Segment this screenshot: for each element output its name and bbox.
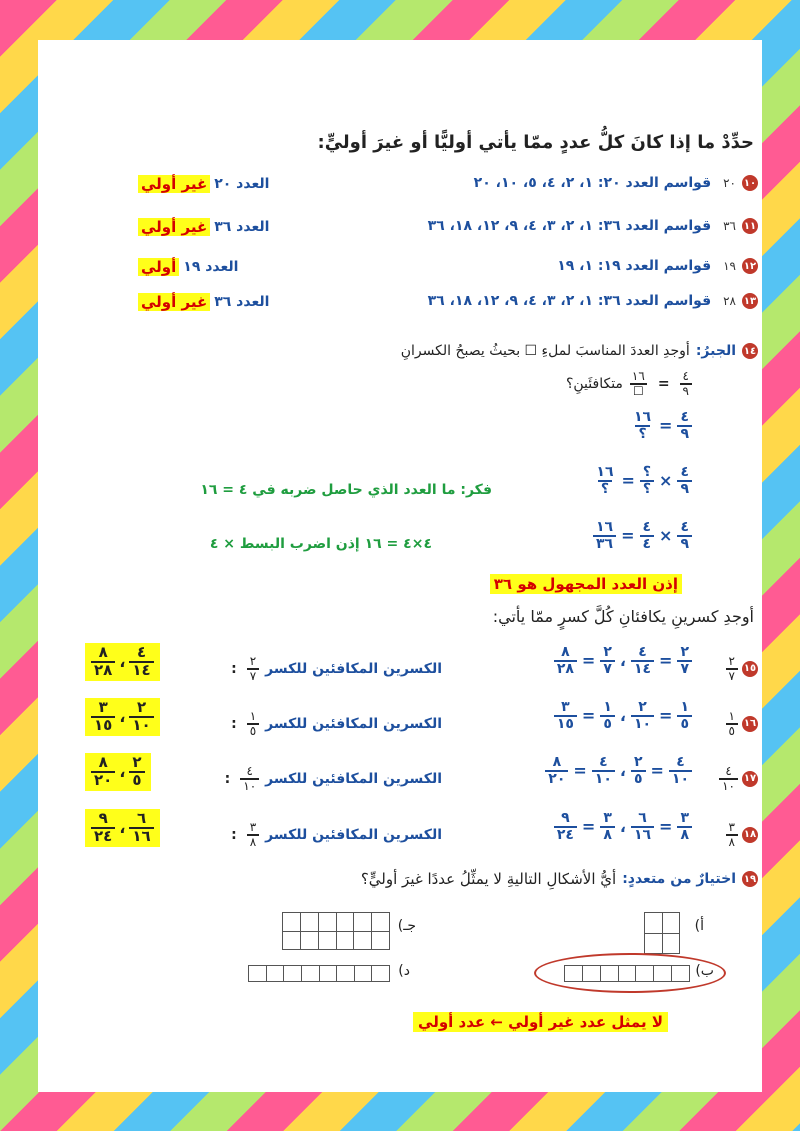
question-fraction: ١ ٥ [726, 710, 738, 737]
equiv-answer-box [85, 809, 160, 847]
fraction-four-fourths: ٤ ٤ [640, 520, 655, 551]
q14-header [401, 343, 758, 359]
q19-text: أيُّ الأشكالِ التاليةِ لا يمثِّلُ عددًا غيرَ أوليٍّ؟ [360, 870, 617, 888]
q14-answer: إذن العدد المجهول هو ٣٦ [490, 574, 682, 594]
q14-step3: ٤ ٩ × ٤ ٤ = ١٦ ٣٦ [593, 520, 692, 551]
label-fraction: ٢ ٧ [247, 655, 259, 682]
fraction-sixteen-unknown: ١٦ ؟ [633, 409, 652, 442]
question-fraction: ٢ ٧ [726, 655, 738, 682]
question-number: ١٦ [742, 716, 758, 732]
option-d-label: د) [398, 963, 410, 979]
q14-step2: ٤ ٩ × ؟ ؟ = ١٦ ؟ [593, 465, 692, 496]
equiv-label [227, 655, 442, 682]
answer-fraction-1: ٢ ٥ [129, 755, 144, 789]
fraction-unknown-unknown: ؟ ؟ [640, 465, 654, 496]
fraction-sixteen-box: ١٦ ☐ [631, 369, 645, 398]
q19-answer: لا يمثل عدد غير أولي ← عدد أولي [413, 1012, 668, 1032]
equivalent-fraction-1: ٤ ١٤ [631, 645, 654, 676]
base-fraction: ٤ ١٠ [669, 755, 692, 786]
q14-text2: متكافئَينِ؟ [565, 375, 623, 392]
result-prefix: العدد ٣٦ [214, 219, 270, 235]
q14-label: الجبرُ: [695, 343, 736, 359]
label-fraction: ١ ٥ [247, 710, 259, 737]
equiv-question-row [726, 821, 758, 848]
answer-fraction-2: ٣ ١٥ [91, 700, 115, 734]
q19-label: اختيارٌ من متعددٍ: [622, 871, 736, 887]
question-number: ١٢ [742, 258, 758, 274]
equiv-label-text: الكسرين المكافئين للكسر [265, 770, 442, 787]
prime-result [138, 218, 269, 236]
base-fraction: ٣ ٨ [677, 811, 692, 842]
equiv-label [221, 765, 442, 792]
result-prefix: العدد ١٩ [183, 259, 239, 275]
comma: ، [619, 706, 626, 726]
equiv-work: ٢ ٧ = ٤ ١٤ ، ٢ ٧ = ٨ ٢٨ [554, 645, 692, 676]
q14-text: أوجدِ العددَ المناسبَ لملءِ ☐ بحيثُ يصبحُ الكسرانِ [400, 343, 690, 359]
comma: ، [119, 818, 126, 838]
result-prefix: العدد ٢٠ [214, 176, 270, 192]
question-number: ١١ [742, 218, 758, 234]
colon: : [224, 770, 231, 787]
fraction-sixteen-unknown: ١٦ ؟ [596, 464, 614, 497]
answer-fraction-1: ٦ ١٦ [129, 811, 153, 845]
equivalent-fraction-1: ٢ ١٠ [631, 700, 654, 731]
equivalent-fraction-2: ٩ ٢٤ [554, 811, 577, 842]
equivalent-fraction-1: ٦ ١٦ [631, 811, 654, 842]
question-fraction: ٤ ١٠ [719, 765, 738, 792]
q19-number: ١٩ [742, 871, 758, 887]
prime-question-row [428, 293, 758, 309]
fraction-four-ninths: ٤ ٩ [677, 520, 692, 551]
question-value: ٣٦ [723, 219, 736, 233]
prime-question-row [428, 218, 758, 234]
prime-result [138, 175, 269, 193]
prime-result [138, 293, 269, 311]
q14-question-fraction: ٤ ٩ = ١٦ ☐ متكافئَينِ؟ [566, 370, 692, 397]
factors-answer: قواسم العدد ٣٦: ١، ٢، ٣، ٤، ٩، ١٢، ١٨، ٣٦ [427, 293, 712, 309]
question-value: ١٩ [723, 259, 736, 273]
equivalent-fraction-2: ٣ ١٥ [554, 700, 577, 731]
factors-answer: قواسم العدد ٢٠: ١، ٢، ٤، ٥، ١٠، ٢٠ [473, 175, 712, 191]
section-title: حدِّدْ ما إذا كانَ كلُّ عددٍ ممّا يأتي أوليًّا أو غيرَ أوليٍّ: [317, 132, 754, 153]
label-fraction: ٤ ١٠ [240, 765, 259, 792]
equiv-label-text: الكسرين المكافئين للكسر [265, 715, 442, 732]
worksheet-page [38, 40, 762, 1092]
option-a-grid[interactable] [644, 912, 680, 954]
q14-think-note: فكر: ما العدد الذي حاصل ضربه في ٤ = ١٦ [200, 482, 492, 498]
base-fraction: ١ ٥ [677, 700, 692, 731]
comma: ، [119, 762, 126, 782]
fraction-four-ninths: ٤ ٩ [677, 410, 692, 441]
question-value: ٢٨ [723, 294, 736, 308]
equivalent-fraction-2: ٨ ٢٠ [545, 755, 568, 786]
factors-answer: قواسم العدد ٣٦: ١، ٢، ٣، ٤، ٩، ١٢، ١٨، ٣٦ [427, 218, 712, 234]
equiv-answer-box [85, 753, 151, 791]
result-badge: غير أولي [138, 218, 210, 236]
fraction-sixteen-thirtysix: ١٦ ٣٦ [593, 520, 616, 551]
equiv-label-text: الكسرين المكافئين للكسر [265, 660, 442, 677]
base-fraction: ٢ ٧ [600, 645, 615, 676]
equiv-question-row [719, 765, 758, 792]
equiv-question-row [726, 710, 758, 737]
fraction-four-ninths: ٤ ٩ [680, 370, 692, 397]
equiv-label-text: الكسرين المكافئين للكسر [265, 826, 442, 843]
equivalent-fraction-2: ٨ ٢٨ [554, 645, 577, 676]
prime-result [138, 258, 238, 276]
question-number: ١٣ [742, 293, 758, 309]
equiv-question-row [726, 655, 758, 682]
colon: : [231, 715, 237, 732]
equiv-answer-box [85, 643, 160, 681]
base-fraction: ٤ ١٠ [592, 755, 615, 786]
result-prefix: العدد ٣٦ [214, 294, 270, 310]
comma: ، [619, 651, 626, 671]
fraction-four-ninths: ٤ ٩ [677, 465, 692, 496]
q14-step1: ٤ ٩ = ١٦ ؟ [631, 410, 692, 441]
option-c-label: جـ) [397, 918, 416, 934]
answer-fraction-2: ٨ ٢٨ [91, 645, 115, 679]
base-fraction: ٣ ٨ [600, 811, 615, 842]
equivalent-fraction-1: ٢ ٥ [631, 755, 646, 786]
base-fraction: ١ ٥ [600, 700, 615, 731]
option-d-grid[interactable] [248, 965, 390, 982]
answer-fraction-2: ٩ ٢٤ [91, 811, 115, 845]
question-number: ١٧ [742, 771, 758, 787]
equiv-label [227, 710, 442, 737]
option-a-label: أ) [694, 918, 704, 934]
equiv-title: أوجدِ كسرينِ يكافئانِ كُلَّ كسرٍ ممّا يأتي: [492, 607, 754, 626]
question-number: ١٠ [742, 175, 758, 191]
question-fraction: ٣ ٨ [726, 821, 738, 848]
result-badge: غير أولي [138, 175, 210, 193]
equiv-label [227, 821, 442, 848]
prime-question-row [557, 258, 758, 274]
result-badge: غير أولي [138, 293, 210, 311]
answer-fraction-1: ٤ ١٤ [129, 645, 153, 679]
q19-header [361, 870, 758, 888]
answer-fraction-1: ٢ ١٠ [129, 700, 153, 734]
prime-question-row [474, 175, 758, 191]
option-c-grid[interactable] [282, 912, 390, 950]
question-number: ١٨ [742, 827, 758, 843]
q14-step-note: ٤×٤ = ١٦ إذن اضرب البسط × ٤ [209, 536, 432, 552]
option-b-grid[interactable] [564, 965, 690, 982]
question-number: ١٥ [742, 661, 758, 677]
equiv-work: ٤ ١٠ = ٢ ٥ ، ٤ ١٠ = ٨ ٢٠ [545, 755, 692, 786]
result-badge: أولي [138, 258, 179, 276]
equiv-work: ١ ٥ = ٢ ١٠ ، ١ ٥ = ٣ ١٥ [554, 700, 692, 731]
base-fraction: ٢ ٧ [677, 645, 692, 676]
comma: ، [119, 652, 126, 672]
comma: ، [619, 817, 626, 837]
equiv-work: ٣ ٨ = ٦ ١٦ ، ٣ ٨ = ٩ ٢٤ [554, 811, 692, 842]
label-fraction: ٣ ٨ [247, 821, 259, 848]
colon: : [231, 826, 237, 843]
equiv-answer-box [85, 698, 160, 736]
colon: : [231, 660, 237, 677]
factors-answer: قواسم العدد ١٩: ١، ١٩ [557, 258, 712, 274]
comma: ، [619, 761, 626, 781]
question-value: ٢٠ [723, 176, 736, 190]
answer-fraction-2: ٨ ٢٠ [91, 755, 115, 789]
comma: ، [119, 707, 126, 727]
q14-number: ١٤ [742, 343, 758, 359]
option-b-label: ب) [695, 963, 714, 979]
